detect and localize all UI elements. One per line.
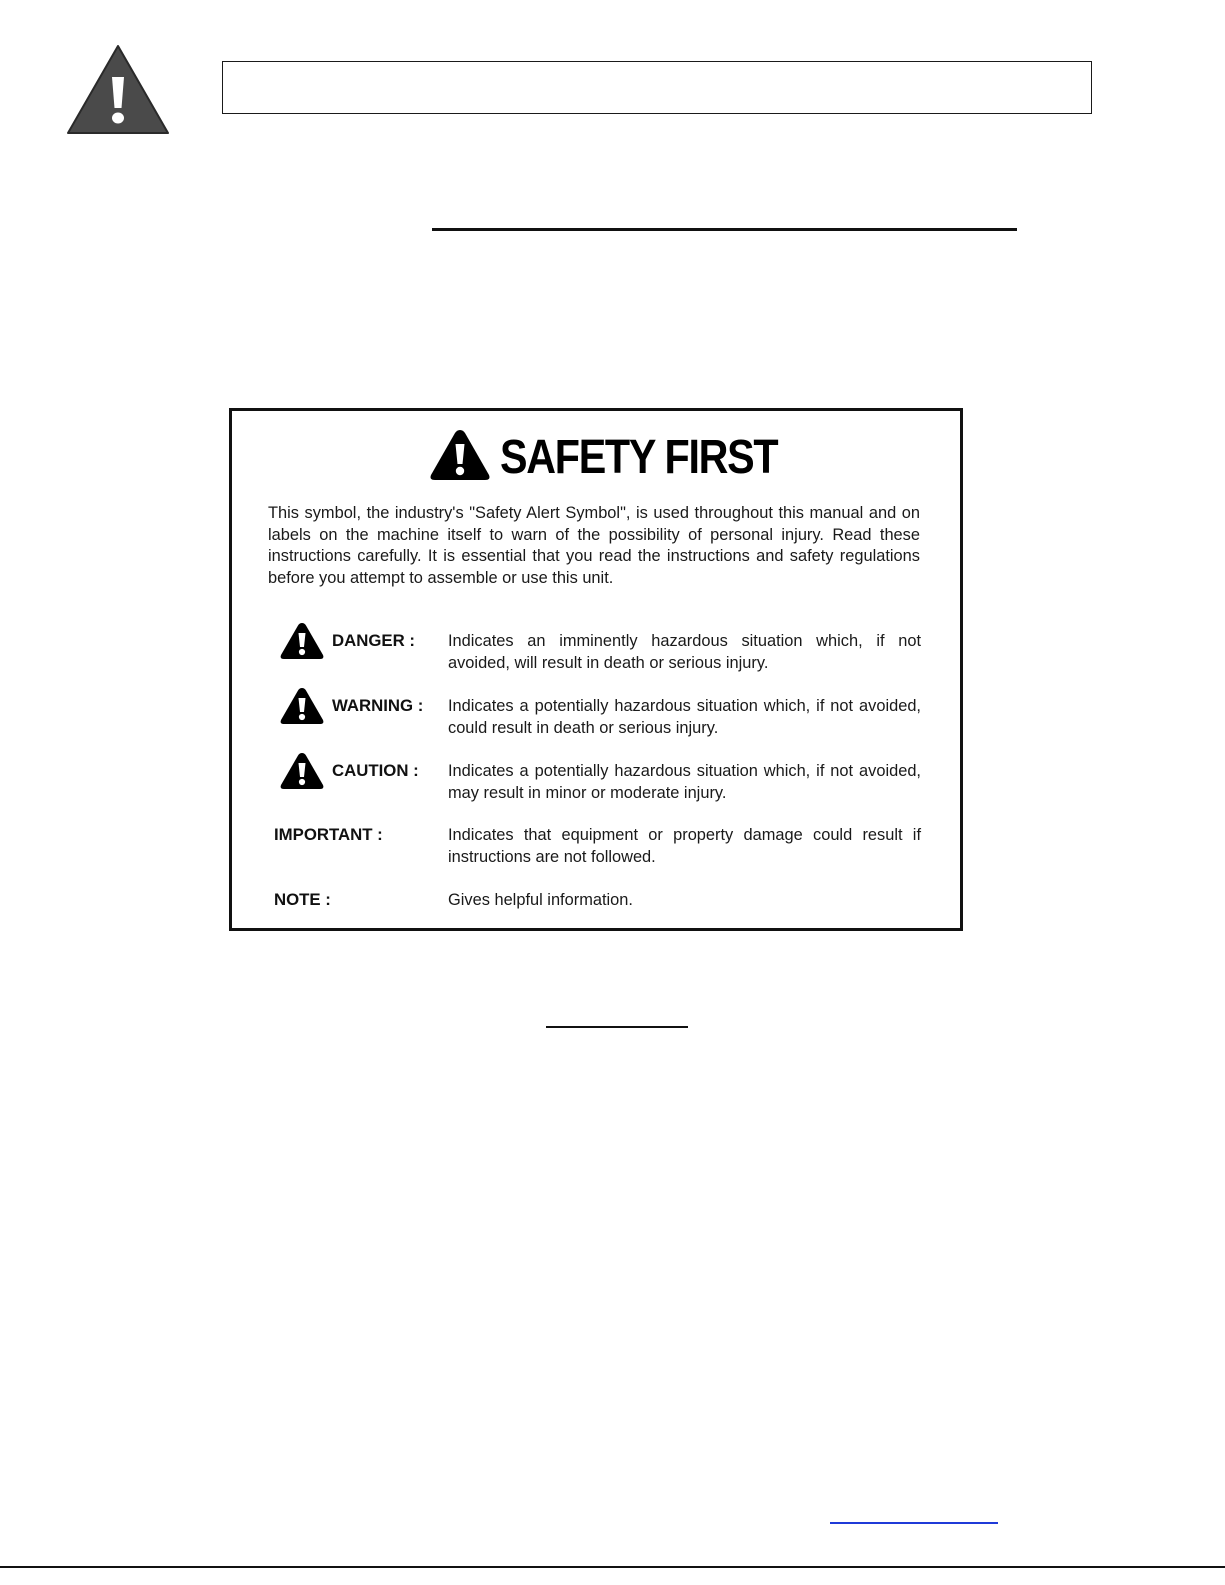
label-note: NOTE : (274, 890, 331, 909)
desc-note: Gives helpful information. (448, 891, 633, 909)
warning-triangle-icon (428, 427, 492, 483)
desc-danger: Indicates an imminently hazardous situation which, if not avoided, will result in death or serious injury. (448, 632, 921, 672)
warning-triangle-icon (279, 686, 325, 726)
desc-important: Indicates that equipment or property damage could result if instructions are not followed. (448, 826, 921, 866)
label-warning: WARNING : (332, 696, 424, 715)
panel-title: SAFETY FIRST (500, 431, 778, 484)
safety-first-panel (229, 408, 963, 931)
label-danger: DANGER : (332, 631, 415, 650)
footer-divider (0, 1566, 1225, 1568)
warning-triangle-icon (279, 751, 325, 791)
label-caution: CAUTION : (332, 761, 419, 780)
warning-triangle-icon (279, 621, 325, 661)
footer-link-underline[interactable] (830, 1522, 998, 1524)
subheading-underline (546, 1026, 688, 1028)
panel-intro-paragraph: This symbol, the industry's "Safety Alert Symbol", is used throughout this manual and on labels on the machine itself to warn of the possibility of personal injury. Read these instructions carefully. It is essential that you read the instructions and safety regulations before you attempt to assemble or use this unit. (268, 504, 920, 587)
section-title-underline (432, 228, 1017, 231)
safety-alert-logo-icon (66, 44, 170, 136)
header-title-box (222, 61, 1092, 114)
desc-caution: Indicates a potentially hazardous situation which, if not avoided, may result in minor or moderate injury. (448, 762, 921, 802)
desc-warning: Indicates a potentially hazardous situation which, if not avoided, could result in death or serious injury. (448, 697, 921, 737)
label-important: IMPORTANT : (274, 825, 383, 844)
